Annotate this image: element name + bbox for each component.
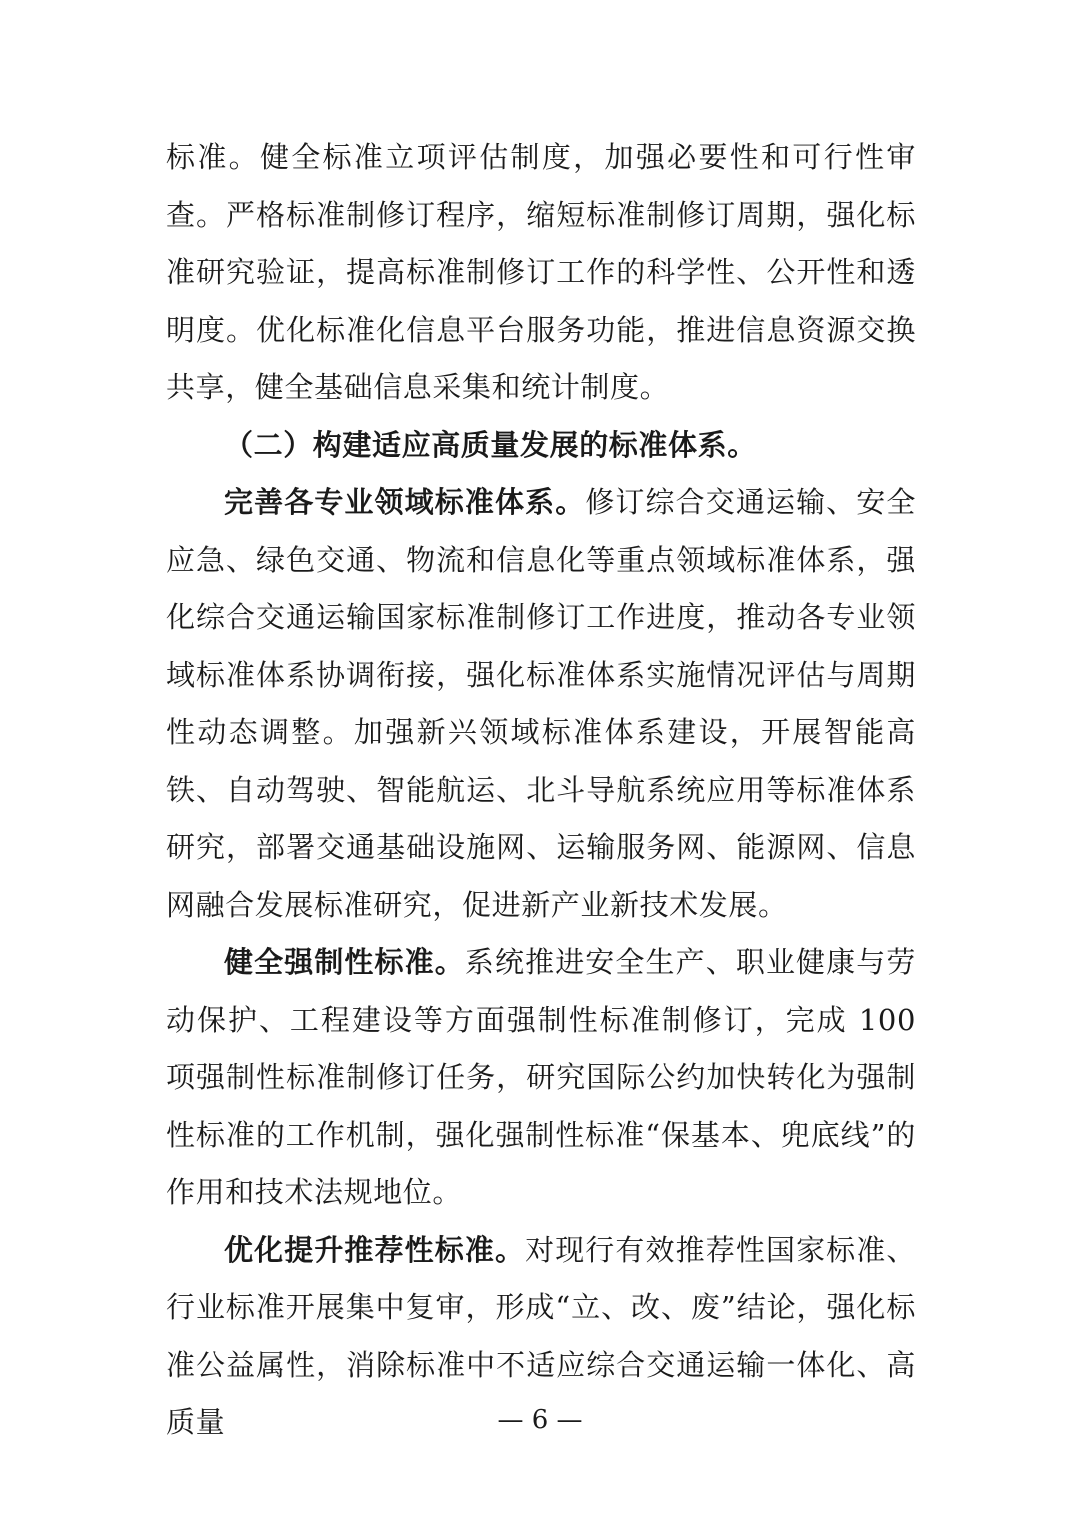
paragraph-mandatory-standards [166, 934, 916, 1222]
paragraph-text: 系统推进安全生产、职业健康与劳动保护、工程建设等方面强制性标准制修订，完成 100 项强制性标准制修订任务，研究国际公约加快转化为强制性标准的工作机制，强化强制性标准“保基本、兜底线”的作用和技术法规地位。 [166, 945, 916, 1209]
paragraph-text: 对现行有效推荐性国家标准、行业标准开展集中复审，形成“立、改、废”结论，强化标准公益属性，消除标准中不适应综合交通运输一体化、高质量 [166, 1232, 916, 1439]
paragraph-text: 标准。健全标准立项评估制度，加强必要性和可行性审查。严格标准制修订程序，缩短标准制修订周期，强化标准研究验证，提高标准制修订工作的科学性、公开性和透明度。优化标准化信息平台服务功能，推进信息资源交换共享，健全基础信息采集和统计制度。 [166, 140, 916, 404]
paragraph-text: 修订综合交通运输、安全应急、绿色交通、物流和信息化等重点领域标准体系，强化综合交通运输国家标准制修订工作进度，推动各专业领域标准体系协调衔接，强化标准体系实施情况评估与周期性动态调整。加强新兴领域标准体系建设，开展智能高铁、自动驾驶、智能航运、北斗导航系统应用等标准体系研究，部署交通基础设施网、运输服务网、能源网、信息网融合发展标准研究，促进新产业新技术发展。 [166, 485, 916, 922]
paragraph-standard-system [166, 474, 916, 934]
paragraph-lead: 完善各专业领域标准体系。 [224, 485, 586, 519]
paragraph-lead: 健全强制性标准。 [224, 945, 465, 979]
section-heading: （二）构建适应高质量发展的标准体系。 [224, 427, 757, 462]
document-body [166, 129, 916, 1452]
paragraph-continuation [166, 129, 916, 417]
page-number: — 6 — [497, 1405, 583, 1435]
paragraph-lead: 优化提升推荐性标准。 [224, 1232, 526, 1267]
